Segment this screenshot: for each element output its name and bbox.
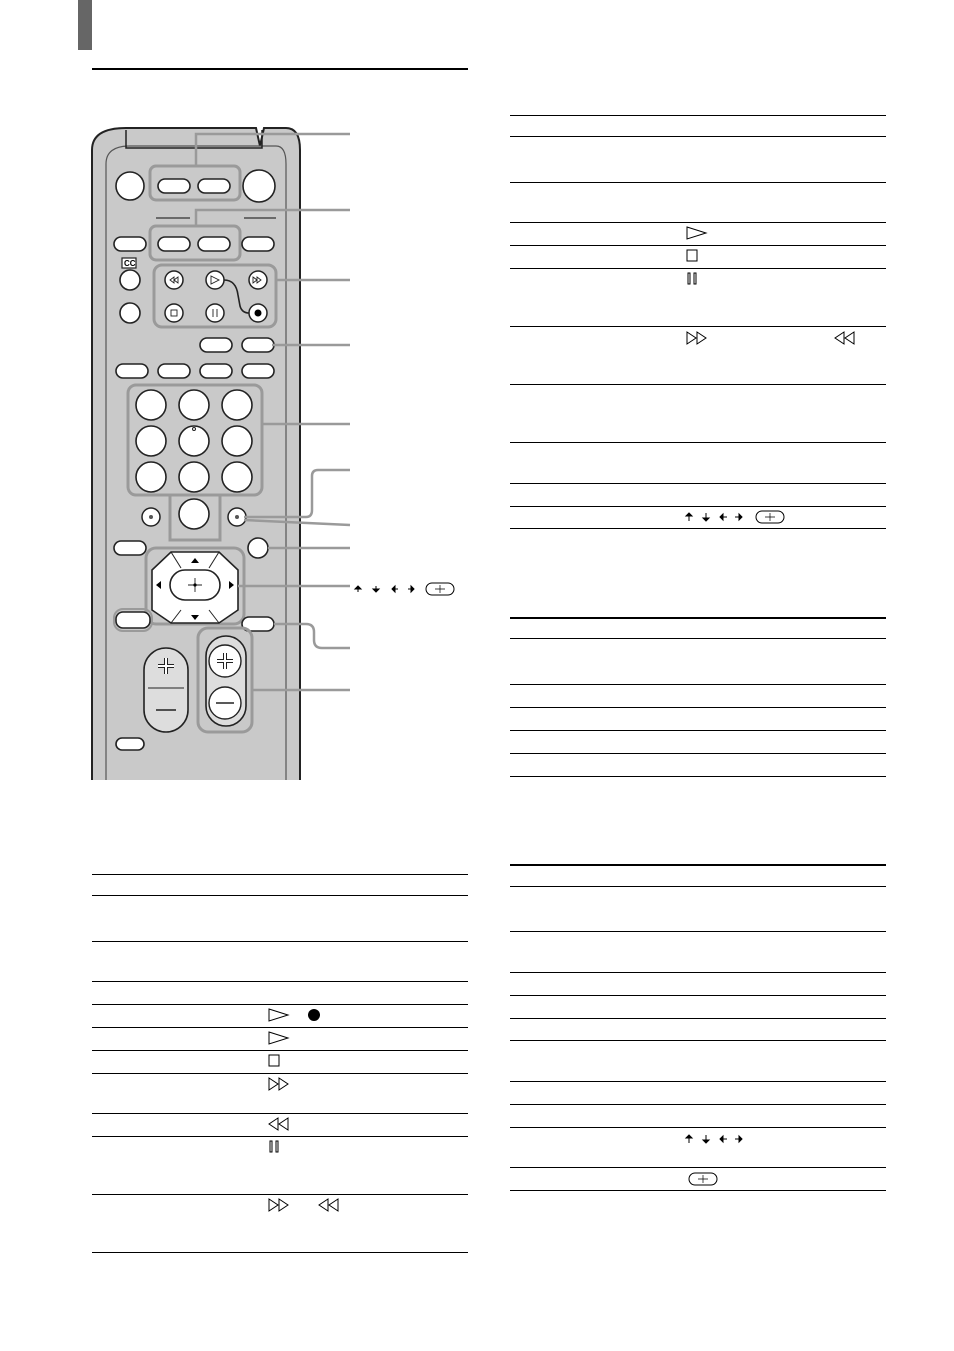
- cc-button: [120, 270, 140, 290]
- table-row-rule: [510, 245, 886, 246]
- number-button-2: [179, 390, 209, 420]
- top-oval-button-b: [198, 179, 230, 193]
- table-row-rule: [510, 1040, 886, 1041]
- stop-icon: [268, 1054, 290, 1068]
- play-icon: [686, 226, 708, 240]
- lower-left-button: [116, 612, 150, 628]
- misc-button-a: [200, 338, 232, 352]
- pause-button: [206, 304, 224, 322]
- menu-button-right: [248, 538, 268, 558]
- table-top-rule: [510, 864, 886, 866]
- table-row-rule: [510, 684, 886, 685]
- table-row-rule: [92, 1004, 468, 1005]
- table-row-rule: [510, 886, 886, 887]
- callout-arrow-symbols: [355, 583, 454, 595]
- svg-text:CC: CC: [124, 259, 136, 268]
- bottom-button: [116, 738, 144, 750]
- table-row-rule: [510, 776, 886, 777]
- table-row-rule: [510, 995, 886, 996]
- section-heading-rule: [92, 68, 468, 70]
- side-button: [120, 303, 140, 323]
- table-row-rule: [510, 753, 886, 754]
- play-record-icons: [268, 1008, 324, 1022]
- table-top-rule: [92, 874, 468, 875]
- arrow-keys-select-icon: [686, 510, 786, 524]
- number-button-7: [136, 462, 166, 492]
- section-tab-marker: [78, 0, 92, 50]
- number-button-4: [136, 426, 166, 456]
- table-row-rule: [510, 1190, 886, 1191]
- table-row-rule: [510, 730, 886, 731]
- table-row-rule: [510, 326, 886, 327]
- tv-power-button: [243, 170, 275, 202]
- rewind-icon: [268, 1117, 290, 1131]
- top-oval-button-a: [158, 179, 190, 193]
- table-row-rule: [92, 1136, 468, 1137]
- number-button-9: [222, 462, 252, 492]
- table-row-rule: [92, 1073, 468, 1074]
- table-row-rule: [92, 981, 468, 982]
- menu-button-left: [114, 541, 146, 555]
- color-button-c: [200, 364, 232, 378]
- misc-button-b: [242, 338, 274, 352]
- table-row-rule: [510, 222, 886, 223]
- table-row-rule: [510, 182, 886, 183]
- table-row-rule: [92, 1113, 468, 1114]
- fast-forward-button: [249, 271, 267, 289]
- table-row-rule: [510, 931, 886, 932]
- number-button-8: [179, 462, 209, 492]
- table-row-rule: [510, 707, 886, 708]
- color-button-d: [242, 364, 274, 378]
- row2-button-c: [198, 237, 230, 251]
- play-icon: [268, 1031, 290, 1045]
- table-row-rule: [92, 941, 468, 942]
- table-top-rule: [510, 617, 886, 619]
- table-row-rule: [510, 483, 886, 484]
- table-row-rule: [510, 972, 886, 973]
- select-button-icon: [688, 1172, 718, 1186]
- number-button-6: [222, 426, 252, 456]
- table-row-rule: [510, 384, 886, 385]
- rewind-icon: [834, 331, 856, 345]
- table-top-rule: [510, 115, 886, 116]
- color-button-b: [158, 364, 190, 378]
- table-row-rule: [92, 895, 468, 896]
- table-row-rule: [92, 1194, 468, 1195]
- table-row-rule: [92, 1027, 468, 1028]
- table-row-rule: [510, 1104, 886, 1105]
- table-row-rule: [510, 528, 886, 529]
- power-button: [116, 172, 144, 200]
- row2-button-a: [114, 237, 146, 251]
- fast-forward-rewind-icons: [268, 1198, 342, 1212]
- table-row-rule: [510, 638, 886, 639]
- play-button: [206, 271, 224, 289]
- table-row-rule: [510, 1167, 886, 1168]
- arrow-keys-icon: [686, 1132, 750, 1146]
- fast-forward-icon: [268, 1077, 290, 1091]
- pause-icon: [268, 1140, 290, 1154]
- table-row-rule: [92, 1050, 468, 1051]
- fast-forward-icon: [686, 331, 708, 345]
- table-row-rule: [510, 1081, 886, 1082]
- color-button-a: [116, 364, 148, 378]
- table-row-rule: [510, 506, 886, 507]
- row2-button-d: [242, 237, 274, 251]
- pause-icon: [686, 272, 708, 286]
- table-row-rule: [92, 1252, 468, 1253]
- table-row-rule: [510, 1018, 886, 1019]
- table-row-rule: [510, 442, 886, 443]
- stop-button: [165, 304, 183, 322]
- table-row-rule: [510, 1127, 886, 1128]
- number-button-0: [179, 499, 209, 529]
- table-row-rule: [510, 136, 886, 137]
- stop-icon: [686, 249, 708, 263]
- table-row-rule: [510, 268, 886, 269]
- number-button-3: [222, 390, 252, 420]
- remote-control-illustration: [86, 120, 466, 780]
- row2-button-b: [158, 237, 190, 251]
- number-button-1: [136, 390, 166, 420]
